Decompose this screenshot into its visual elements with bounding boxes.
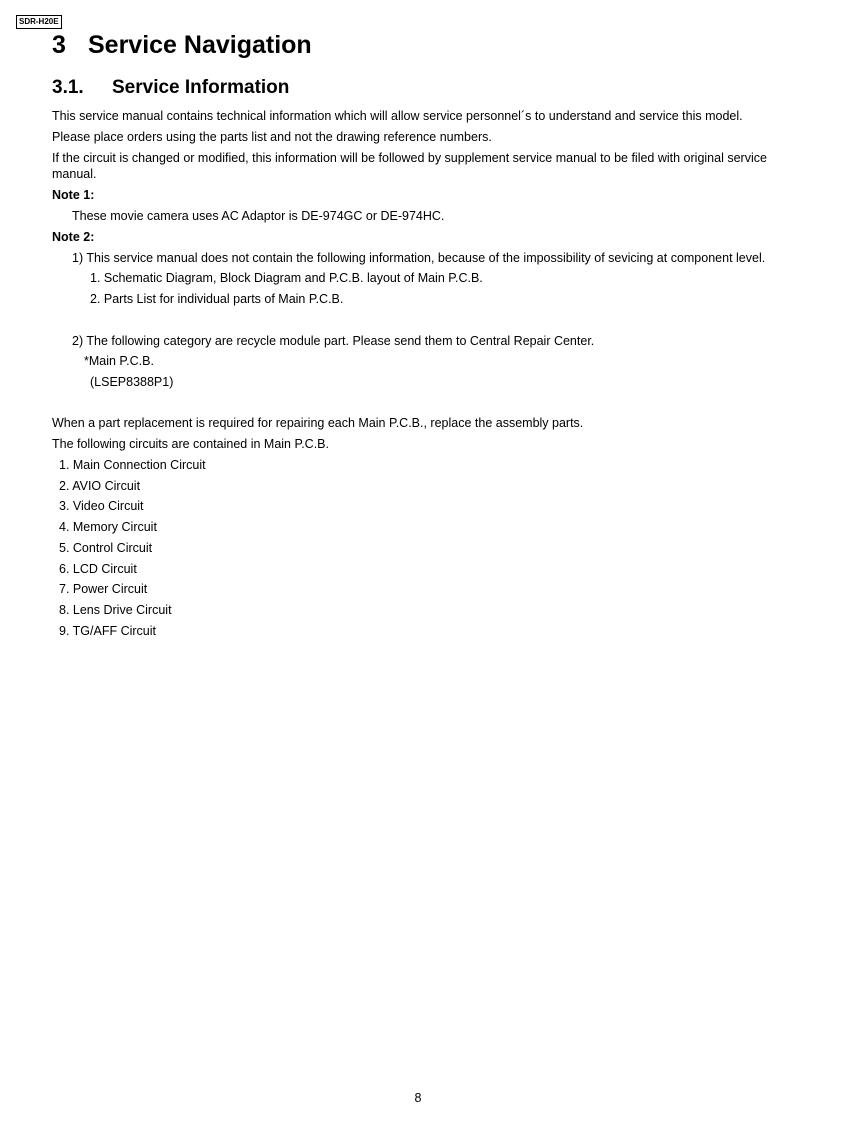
section-heading — [52, 30, 312, 60]
intro-line-2: Please place orders using the parts list and not the drawing reference numbers. — [52, 130, 492, 144]
note2-pcb-name: *Main P.C.B. — [84, 354, 154, 368]
note2-sub-item-2: 2. Parts List for individual parts of Main P.C.B. — [90, 292, 344, 306]
note1-text: These movie camera uses AC Adaptor is DE-974GC or DE-974HC. — [72, 209, 445, 223]
note2-label: Note 2: — [52, 230, 95, 244]
circuit-list-item: 8. Lens Drive Circuit — [59, 603, 172, 617]
circuit-list-item: 2. AVIO Circuit — [59, 479, 141, 493]
replacement-line-1: When a part replacement is required for repairing each Main P.C.B., replace the assembly parts. — [52, 416, 584, 430]
circuit-list-item: 6. LCD Circuit — [59, 562, 137, 576]
model-tag: SDR-H20E — [16, 15, 62, 29]
circuit-list-item: 4. Memory Circuit — [59, 520, 157, 534]
intro-line-1: This service manual contains technical information which will allow service personnel´s to understand and service this model. — [52, 109, 743, 123]
subsection-title: Service Information — [112, 77, 290, 98]
replacement-line-2: The following circuits are contained in Main P.C.B. — [52, 437, 329, 451]
section-number: 3 — [52, 31, 66, 59]
note2-sub-item-1: 1. Schematic Diagram, Block Diagram and P.C.B. layout of Main P.C.B. — [90, 271, 483, 285]
circuit-list-item: 3. Video Circuit — [59, 499, 144, 513]
subsection-heading — [52, 76, 289, 100]
note2-item-2: 2) The following category are recycle module part. Please send them to Central Repair Center. — [72, 334, 595, 348]
section-title: Service Navigation — [88, 31, 312, 59]
circuit-list-item: 1. Main Connection Circuit — [59, 458, 206, 472]
circuit-list-item: 7. Power Circuit — [59, 582, 148, 596]
note1-label: Note 1: — [52, 188, 95, 202]
page-number: 8 — [414, 1091, 422, 1105]
note2-item-1: 1) This service manual does not contain the following information, because of the impossibility of sevicing at component level. — [72, 251, 766, 265]
intro-line-3: If the circuit is changed or modified, this information will be followed by supplement service manual to be filed with original service manual. — [52, 151, 767, 181]
circuit-list-item: 5. Control Circuit — [59, 541, 153, 555]
circuit-list-item: 9. TG/AFF Circuit — [59, 624, 157, 638]
subsection-number: 3.1. — [52, 77, 84, 98]
note2-pcb-code: (LSEP8388P1) — [90, 375, 174, 389]
